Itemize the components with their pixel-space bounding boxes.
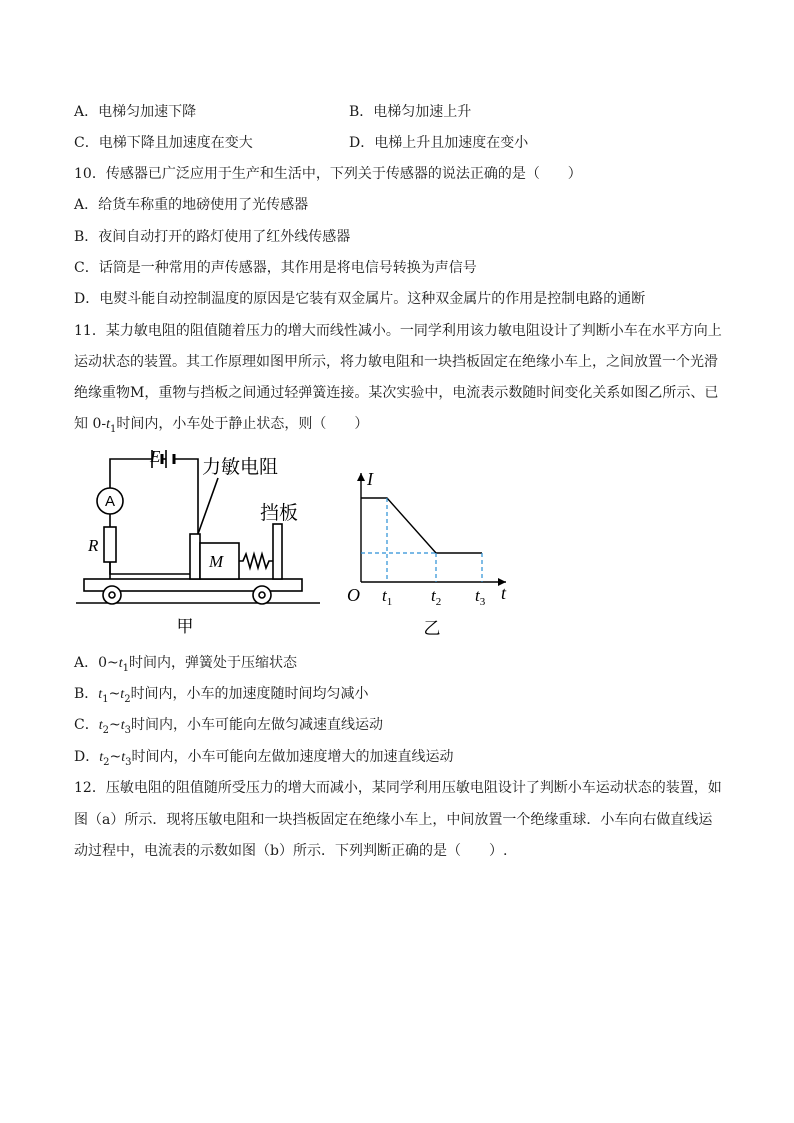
q11-stem-line3: 绝缘重物M，重物与挡板之间通过轻弹簧连接。某次实验中，电流表示数随时间变化关系如图乙所示、已 [74, 385, 719, 401]
figure-a-circuit [76, 450, 320, 604]
ammeter-label: A [104, 493, 116, 510]
figure-a-caption: 甲 [176, 617, 194, 637]
origin-label: O [347, 585, 360, 605]
tick-t2: $t_2$ [431, 586, 442, 608]
q9-option-d: D．电梯上升且加速度在变小 [349, 135, 529, 151]
y-axis-label: I [367, 469, 373, 489]
q11-stem-line1: 11．某力敏电阻的阻值随着压力的增大而线性减小。一同学利用该力敏电阻设计了判断小车在水平方向上 [74, 323, 722, 339]
q11-option-c: C．$t_2\sim t_3$时间内，小车可能向左做匀减速直线运动 [74, 717, 383, 736]
figure-b-graph [357, 473, 506, 586]
q9-option-b: B．电梯匀加速上升 [349, 104, 472, 120]
q11-option-a: A．$0\sim t_1$时间内，弹簧处于压缩状态 [74, 655, 298, 674]
baffle [273, 524, 282, 579]
q12-stem-line1: 12．压敏电阻的阻值随所受压力的增大而减小，某同学利用压敏电阻设计了判断小车运动状态的装置，如 [74, 780, 722, 796]
resistor-label: R [88, 536, 99, 555]
x-axis-label: t [501, 583, 507, 603]
q11-stem-line4: 知 $0-t_1$时间内，小车处于静止状态，则（ ） [74, 416, 369, 435]
resistor-r [104, 527, 116, 562]
q12-stem-line3: 动过程中，电流表的示数如图（b）所示．下列判断正确的是（ ）. [74, 843, 508, 859]
q11-option-b: B．$t_1\sim t_2$时间内，小车的加速度随时间均匀减小 [74, 686, 369, 705]
force-resistor-label: 力敏电阻 [202, 456, 279, 478]
wire-top [110, 459, 152, 488]
q11-stem-line2: 运动状态的装置。其工作原理如图甲所示，将力敏电阻和一块挡板固定在绝缘小车上，之间放置一个光滑 [74, 354, 718, 370]
q11-option-d: D．$t_2\sim t_3$时间内，小车可能向左做加速度增大的加速直线运动 [74, 749, 454, 768]
mass-label: M [209, 552, 224, 571]
q11-figure [70, 440, 530, 645]
q9-option-c: C．电梯下降且加速度在变大 [74, 135, 253, 151]
spring [239, 554, 273, 568]
baffle-label: 挡板 [260, 502, 299, 524]
tick-t1: $t_1$ [382, 586, 393, 608]
tick-t3: $t_3$ [475, 586, 486, 608]
emf-label: E [150, 447, 161, 466]
figure-b-caption: 乙 [423, 619, 441, 639]
q10-stem: 10．传感器已广泛应用于生产和生活中，下列关于传感器的说法正确的是（ ） [74, 166, 582, 182]
q12-stem-line2: 图（a）所示．现将压敏电阻和一块挡板固定在绝缘小车上，中间放置一个绝缘重球．小车向右做直线运 [74, 812, 713, 828]
y-axis-arrow [357, 473, 365, 481]
current-curve [361, 498, 482, 553]
q10-option-b: B．夜间自动打开的路灯使用了红外线传感器 [74, 229, 351, 245]
label-leader [198, 478, 218, 534]
force-resistor [190, 534, 200, 579]
q10-option-c: C．话筒是一种常用的声传感器，其作用是将电信号转换为声信号 [74, 260, 477, 276]
q9-option-a: A．电梯匀加速下降 [74, 104, 197, 120]
q10-option-d: D．电熨斗能自动控制温度的原因是它装有双金属片。这种双金属片的作用是控制电路的通断 [74, 291, 646, 307]
q10-option-a: A．给货车称重的地磅使用了光传感器 [74, 197, 309, 213]
